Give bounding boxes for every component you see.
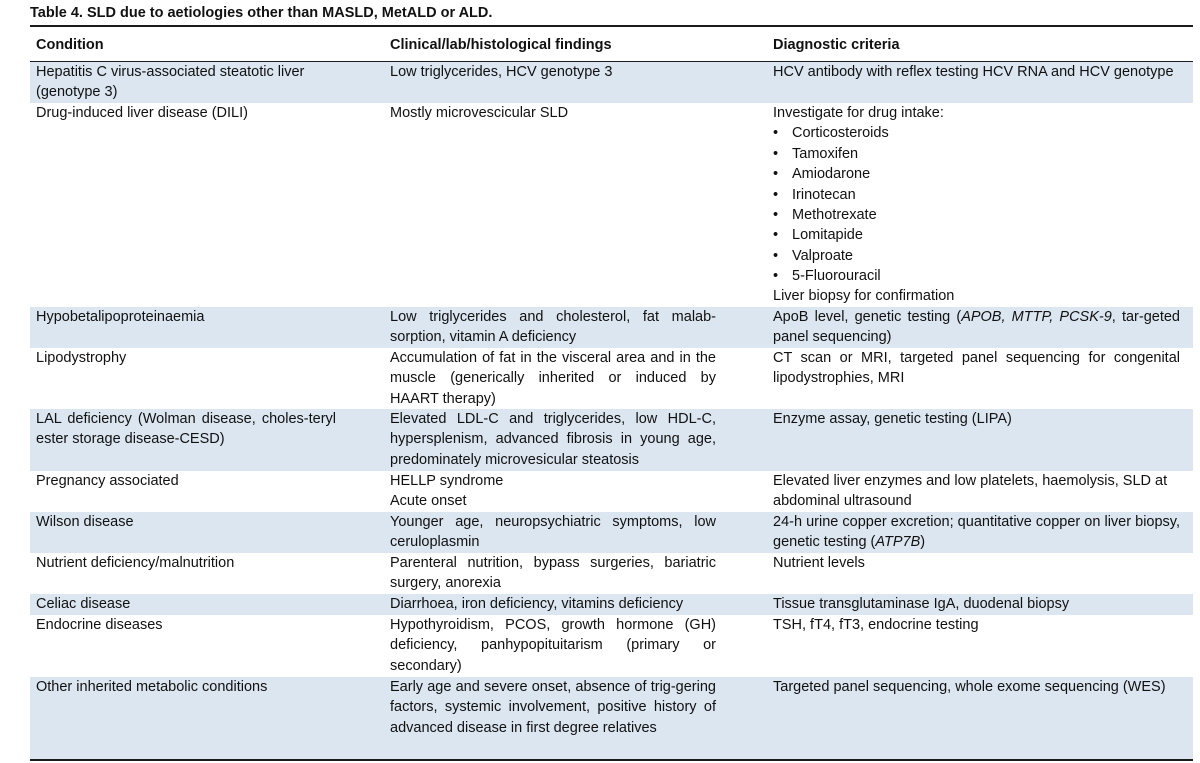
table-caption: Table 4. SLD due to aetiologies other than MASLD, MetALD or ALD. [30, 5, 493, 21]
condition-hcv: Hepatitis C virus-associated steatotic liver [36, 64, 305, 80]
condition-endo: Endocrine diseases [36, 617, 163, 633]
condition-wilson: Wilson disease [36, 514, 134, 530]
findings-lal: Elevated LDL-C and triglycerides, low HDL-C, hypersplenism, advanced fibrosis in young age, predominately microvesicular steatosis [390, 411, 716, 468]
criteria-other: Targeted panel sequencing, whole exome sequencing (WES) [773, 679, 1166, 695]
condition-celiac: Celiac disease [36, 596, 131, 612]
condition-other: Other inherited metabolic conditions [36, 679, 268, 695]
header-condition: Condition [36, 37, 104, 53]
findings-endo: Hypothyroidism, PCOS, growth hormone (GH) deficiency, panhypopituitarism (primary or secondary) [390, 617, 716, 674]
gene-name: ATP7B [875, 534, 921, 551]
findings-wilson: Younger age, neuropsychiatric symptoms, low ceruloplasmin [390, 514, 716, 551]
findings-hcv: Low triglycerides, HCV genotype 3 [390, 64, 613, 80]
findings-preg: HELLP syndrome Acute onset [390, 473, 504, 510]
condition-hcv-sub: (genotype 3) [36, 84, 118, 101]
criteria-wilson: 24-h urine copper excretion; quantitative copper on liver biopsy, genetic testing (ATP7B) [773, 514, 1180, 551]
criteria-hypobeta: ApoB level, genetic testing (APOB, MTTP, PCSK-9, tar-geted panel sequencing) [773, 309, 1180, 346]
criteria-nutrient: Nutrient levels [773, 555, 865, 571]
criteria-celiac: Tissue transglutaminase IgA, duodenal biopsy [773, 596, 1070, 612]
condition-nutrient: Nutrient deficiency/malnutrition [36, 555, 235, 571]
criteria-endo: TSH, fT4, fT3, endocrine testing [773, 617, 979, 633]
bullet-icon: • [773, 125, 779, 141]
condition-dili: Drug-induced liver disease (DILI) [36, 105, 248, 121]
findings-lipo: Accumulation of fat in the visceral area and in the muscle (generically inherited or induced by HAART therapy) [390, 350, 716, 407]
top-rule [30, 25, 1193, 27]
header-criteria: Diagnostic criteria [773, 37, 900, 53]
bullet-icon: • [773, 166, 779, 182]
condition-hypobeta: Hypobetalipoproteinaemia [36, 309, 205, 325]
gene-names: APOB, MTTP, PCSK-9 [961, 309, 1112, 325]
findings-dili: Mostly microvescicular SLD [390, 105, 569, 121]
bullet-icon: • [773, 248, 779, 264]
criteria-dili-intro: Investigate for drug intake: [773, 105, 944, 121]
condition-lal: LAL deficiency (Wolman disease, choles-teryl ester storage disease-CESD) [36, 411, 336, 448]
bullet-icon: • [773, 227, 779, 243]
condition-lipo: Lipodystrophy [36, 350, 127, 366]
criteria-dili-outro: Liver biopsy for confirmation [773, 288, 955, 304]
criteria-preg: Elevated liver enzymes and low platelets, haemolysis, SLD at abdominal ultrasound [773, 473, 1168, 510]
condition-preg: Pregnancy associated [36, 473, 179, 489]
bullet-icon: • [773, 207, 779, 223]
criteria-hcv: HCV antibody with reflex testing HCV RNA and HCV genotype [773, 64, 1174, 80]
bullet-icon: • [773, 146, 779, 162]
bullet-icon: • [773, 187, 779, 203]
findings-celiac: Diarrhoea, iron deficiency, vitamins deficiency [390, 596, 684, 612]
findings-other: Early age and severe onset, absence of trig-gering factors, systemic involvement, positive history of advanced disease in first degree relatives [390, 679, 716, 736]
header-findings: Clinical/lab/histological findings [390, 37, 612, 53]
findings-nutrient: Parenteral nutrition, bypass surgeries, bariatric surgery, anorexia [390, 555, 716, 592]
findings-hypobeta: Low triglycerides and cholesterol, fat malab-sorption, vitamin A deficiency [390, 309, 716, 346]
criteria-lal: Enzyme assay, genetic testing (LIPA) [773, 411, 1012, 427]
bottom-rule [30, 759, 1193, 761]
table-page: Table 4. SLD due to aetiologies other than MASLD, MetALD or ALD. Condition Clinical/lab/histological findings Diagnostic criteria Hepatitis C virus-associated steatotic liver (genotype 3) Low triglycerides, HCV genotype 3 HCV antibody with reflex testing HCV RNA and HCV genotype Drug-induced liver disease (DILI) Mostly microvescicular SLD Investigate for drug intake: • Corticosteroids • Tamoxifen • Amiodarone • Irinotecan • Methotrexate • Lomitapide • Valproate • 5-Fluorouracil Liver biopsy for confirmation Hypobetalipoproteinaemia Low triglycerides and cholesterol, fat malab-sorption, vitamin A deficiency ApoB level, genetic testing (APOB, MTTP, PCSK-9, tar-geted panel sequencing) Lipodystrophy Accumulation of fat in the visceral area and in the muscle (generically inherited or induced by HAART therapy) CT scan or MRI, targeted panel sequencing for congenital lipodystrophies, MRI LAL deficiency (Wolman disease, choles-teryl ester storage disease-CESD) Elevated LDL-C and triglycerides, low HDL-C, hypersplenism, advanced fibrosis in young age, predominately microvesicular steatosis Enzyme assay, genetic testing (LIPA) Pregnancy associated HELLP syndrome Acute onset Elevated liver enzymes and low platelets, haemolysis, SLD at abdominal ultrasound Wilson disease Younger age, neuropsychiatric symptoms, low ceruloplasmin 24-h urine copper excretion; quantitative copper on liver biopsy, genetic testing (ATP7B) Nutrient deficiency/malnutrition Parenteral nutrition, bypass surgeries, bariatric surgery, anorexia Nutrient levels Celiac disease Diarrhoea, iron deficiency, vitamins deficiency Tissue transglutaminase IgA, duodenal biopsy Endocrine diseases Hypothyroidism, PCOS, growth hormone (GH) deficiency, panhypopituitarism (primary or secondary) TSH, fT4, fT3, endocrine testing Other inherited metabolic conditions Early age and severe onset, absence of trig-gering factors, systemic involvement, positive history of advanced disease in first degree relatives Targeted panel sequencing, whole exome sequencing (WES) [0, 0, 1200, 763]
bullet-icon: • [773, 268, 779, 284]
criteria-lipo: CT scan or MRI, targeted panel sequencing for congenital lipodystrophies, MRI [773, 350, 1180, 387]
table-row [36, 62, 336, 103]
